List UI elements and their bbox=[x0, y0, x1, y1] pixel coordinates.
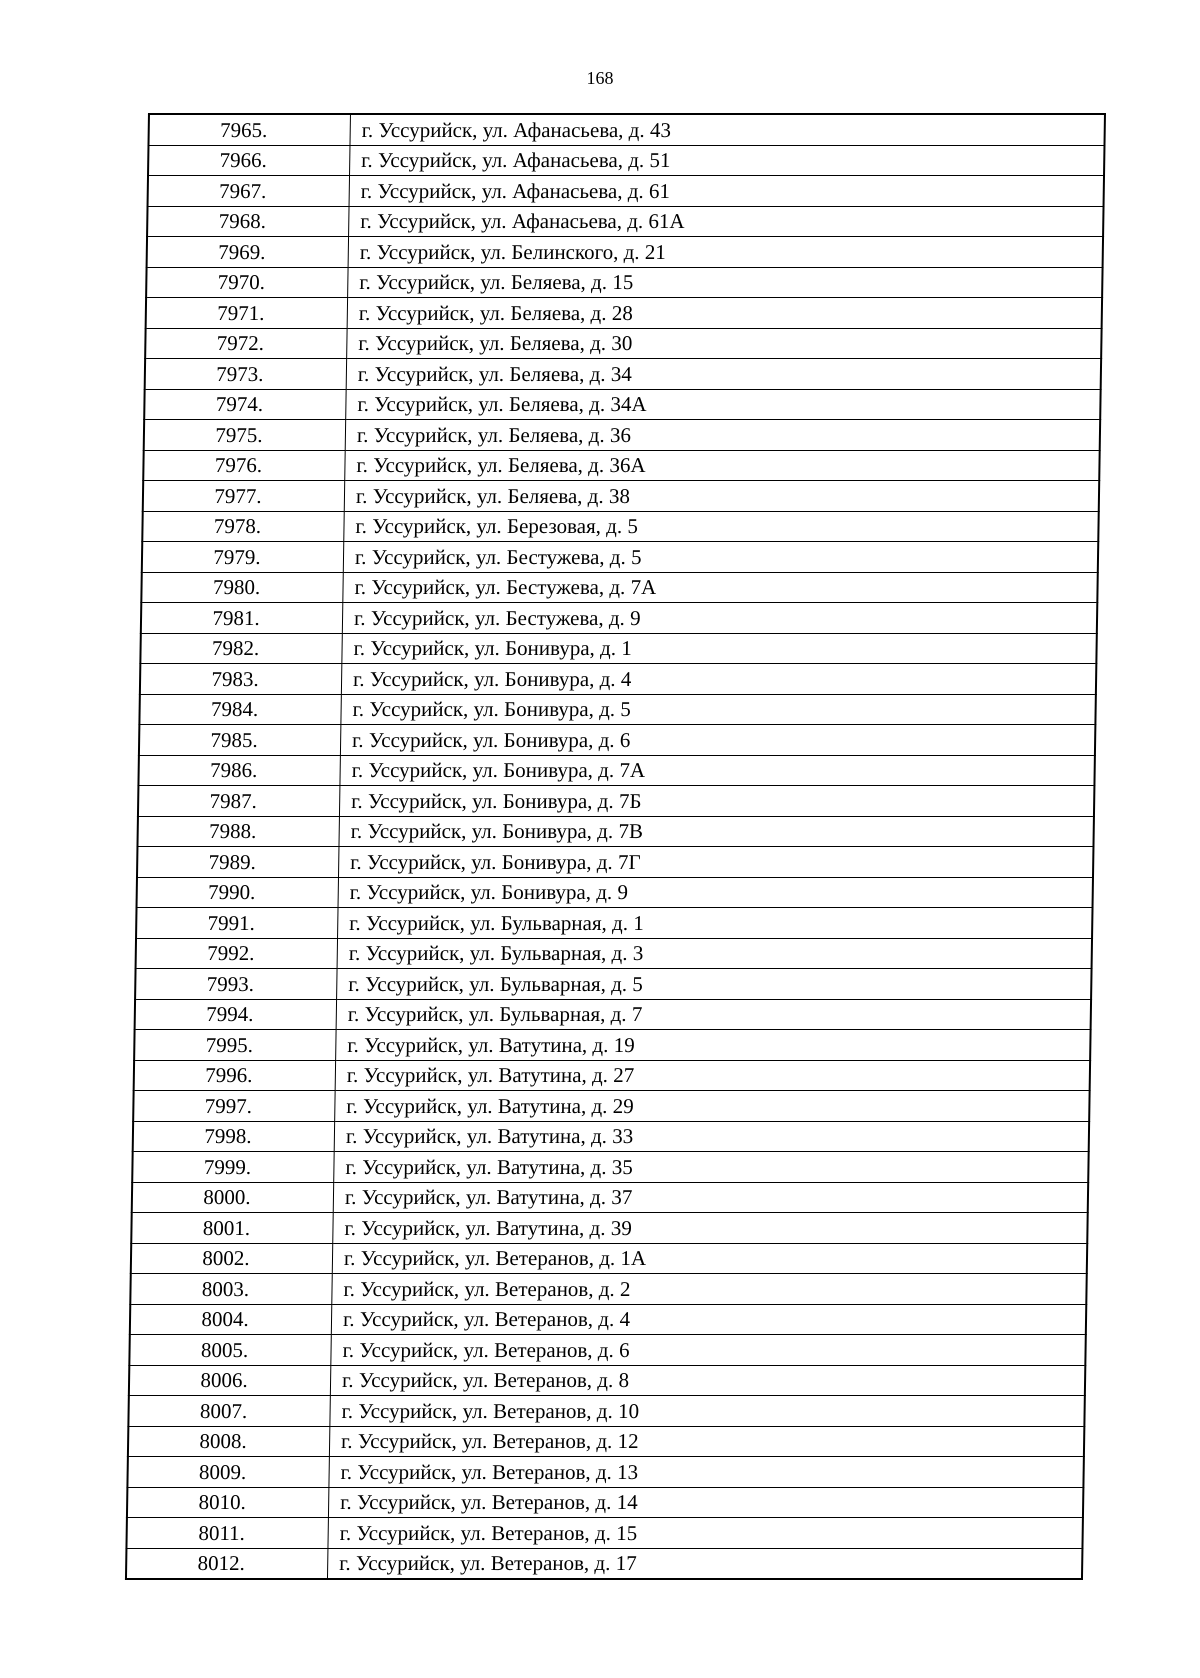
row-address: г. Уссурийск, ул. Березовая, д. 5 bbox=[344, 511, 1099, 542]
row-number: 7986. bbox=[138, 755, 340, 786]
table-row bbox=[131, 1243, 1087, 1274]
row-number: 7988. bbox=[137, 816, 339, 847]
table-row bbox=[144, 389, 1100, 420]
table-row bbox=[141, 603, 1097, 634]
row-number: 7976. bbox=[143, 450, 345, 481]
row-address: г. Уссурийск, ул. Ветеранов, д. 6 bbox=[331, 1335, 1086, 1366]
row-number: 7977. bbox=[143, 481, 345, 512]
table-row bbox=[143, 481, 1099, 512]
row-address: г. Уссурийск, ул. Ватутина, д. 19 bbox=[336, 1030, 1091, 1061]
table-row bbox=[139, 694, 1095, 725]
row-address: г. Уссурийск, ул. Белинского, д. 21 bbox=[348, 237, 1103, 268]
row-number: 7993. bbox=[135, 969, 337, 1000]
row-number: 8000. bbox=[132, 1182, 334, 1213]
row-address: г. Уссурийск, ул. Ватутина, д. 29 bbox=[335, 1091, 1090, 1122]
table-row bbox=[138, 786, 1094, 817]
row-address: г. Уссурийск, ул. Ветеранов, д. 10 bbox=[330, 1396, 1085, 1427]
row-address: г. Уссурийск, ул. Бонивура, д. 7Г bbox=[338, 847, 1093, 878]
row-address: г. Уссурийск, ул. Ватутина, д. 35 bbox=[334, 1152, 1089, 1183]
table-row bbox=[148, 114, 1104, 145]
table-row bbox=[146, 267, 1102, 298]
row-number: 7965. bbox=[148, 114, 350, 145]
row-number: 7994. bbox=[135, 999, 337, 1030]
table-row bbox=[148, 145, 1104, 176]
row-address: г. Уссурийск, ул. Ветеранов, д. 17 bbox=[327, 1548, 1082, 1579]
table-row bbox=[137, 877, 1093, 908]
table-row bbox=[130, 1304, 1086, 1335]
row-address: г. Уссурийск, ул. Беляева, д. 34А bbox=[346, 389, 1101, 420]
row-number: 7989. bbox=[137, 847, 339, 878]
row-number: 7969. bbox=[147, 237, 349, 268]
row-address: г. Уссурийск, ул. Ветеранов, д. 15 bbox=[328, 1518, 1083, 1549]
row-number: 7981. bbox=[141, 603, 343, 634]
row-number: 7983. bbox=[140, 664, 342, 695]
table-row bbox=[132, 1152, 1088, 1183]
table-row bbox=[134, 1060, 1090, 1091]
table-row bbox=[126, 1548, 1082, 1579]
row-number: 7987. bbox=[138, 786, 340, 817]
row-address: г. Уссурийск, ул. Ветеранов, д. 1А bbox=[332, 1243, 1087, 1274]
row-number: 7992. bbox=[136, 938, 338, 969]
row-address: г. Уссурийск, ул. Афанасьева, д. 61А bbox=[349, 206, 1104, 237]
row-number: 7982. bbox=[140, 633, 342, 664]
row-number: 8006. bbox=[129, 1365, 331, 1396]
row-address: г. Уссурийск, ул. Бульварная, д. 3 bbox=[337, 938, 1092, 969]
table-row bbox=[148, 176, 1104, 207]
row-address: г. Уссурийск, ул. Беляева, д. 15 bbox=[348, 267, 1103, 298]
row-address: г. Уссурийск, ул. Бестужева, д. 5 bbox=[343, 542, 1098, 573]
row-address: г. Уссурийск, ул. Беляева, д. 30 bbox=[347, 328, 1102, 359]
row-address: г. Уссурийск, ул. Ветеранов, д. 14 bbox=[328, 1487, 1083, 1518]
row-address: г. Уссурийск, ул. Бонивура, д. 4 bbox=[341, 664, 1096, 695]
row-address: г. Уссурийск, ул. Афанасьева, д. 43 bbox=[350, 114, 1105, 145]
table-row bbox=[145, 328, 1101, 359]
row-address: г. Уссурийск, ул. Бонивура, д. 6 bbox=[340, 725, 1095, 756]
table-row bbox=[130, 1274, 1086, 1305]
row-address: г. Уссурийск, ул. Бестужева, д. 9 bbox=[342, 603, 1097, 634]
row-address: г. Уссурийск, ул. Бонивура, д. 7А bbox=[340, 755, 1095, 786]
row-number: 7974. bbox=[144, 389, 346, 420]
row-number: 7975. bbox=[144, 420, 346, 451]
table-row bbox=[128, 1426, 1084, 1457]
table-row bbox=[132, 1182, 1088, 1213]
table-row bbox=[140, 633, 1096, 664]
row-number: 7995. bbox=[134, 1030, 336, 1061]
row-number: 7980. bbox=[141, 572, 343, 603]
address-table bbox=[125, 113, 1106, 1580]
row-address: г. Уссурийск, ул. Беляева, д. 34 bbox=[346, 359, 1101, 390]
table-row bbox=[141, 572, 1097, 603]
table-row bbox=[135, 999, 1091, 1030]
table-row bbox=[131, 1213, 1087, 1244]
table-row bbox=[138, 755, 1094, 786]
row-number: 8007. bbox=[128, 1396, 330, 1427]
table-row bbox=[133, 1091, 1089, 1122]
row-address: г. Уссурийск, ул. Беляева, д. 36А bbox=[345, 450, 1100, 481]
table-row bbox=[129, 1335, 1085, 1366]
table-row bbox=[140, 664, 1096, 695]
table-row bbox=[133, 1121, 1089, 1152]
row-address: г. Уссурийск, ул. Бульварная, д. 1 bbox=[338, 908, 1093, 939]
row-number: 8009. bbox=[127, 1457, 329, 1488]
row-number: 7979. bbox=[142, 542, 344, 573]
row-address: г. Уссурийск, ул. Бонивура, д. 1 bbox=[342, 633, 1097, 664]
row-address: г. Уссурийск, ул. Беляева, д. 28 bbox=[347, 298, 1102, 329]
address-table-body bbox=[126, 114, 1105, 1579]
row-number: 7970. bbox=[146, 267, 348, 298]
row-address: г. Уссурийск, ул. Бонивура, д. 5 bbox=[341, 694, 1096, 725]
table-row bbox=[136, 908, 1092, 939]
row-address: г. Уссурийск, ул. Ватутина, д. 37 bbox=[333, 1182, 1088, 1213]
row-number: 7984. bbox=[139, 694, 341, 725]
row-address: г. Уссурийск, ул. Бульварная, д. 5 bbox=[337, 969, 1092, 1000]
row-address: г. Уссурийск, ул. Ветеранов, д. 4 bbox=[331, 1304, 1086, 1335]
row-address: г. Уссурийск, ул. Ветеранов, д. 8 bbox=[330, 1365, 1085, 1396]
row-number: 7973. bbox=[145, 359, 347, 390]
row-address: г. Уссурийск, ул. Бонивура, д. 9 bbox=[338, 877, 1093, 908]
table-row bbox=[139, 725, 1095, 756]
table-row bbox=[147, 206, 1103, 237]
table-row bbox=[143, 450, 1099, 481]
row-number: 7998. bbox=[133, 1121, 335, 1152]
row-address: г. Уссурийск, ул. Ветеранов, д. 12 bbox=[329, 1426, 1084, 1457]
row-address: г. Уссурийск, ул. Беляева, д. 36 bbox=[345, 420, 1100, 451]
table-row bbox=[126, 1518, 1082, 1549]
row-number: 7985. bbox=[139, 725, 341, 756]
row-number: 7990. bbox=[137, 877, 339, 908]
row-number: 8003. bbox=[130, 1274, 332, 1305]
row-address: г. Уссурийск, ул. Ветеранов, д. 2 bbox=[332, 1274, 1087, 1305]
row-number: 8012. bbox=[126, 1548, 328, 1579]
table-row bbox=[142, 511, 1098, 542]
row-number: 8008. bbox=[128, 1426, 330, 1457]
row-number: 8001. bbox=[131, 1213, 333, 1244]
table-row bbox=[137, 816, 1093, 847]
table-row bbox=[145, 359, 1101, 390]
row-address: г. Уссурийск, ул. Афанасьева, д. 61 bbox=[349, 176, 1104, 207]
row-number: 8010. bbox=[127, 1487, 329, 1518]
row-address: г. Уссурийск, ул. Бонивура, д. 7В bbox=[339, 816, 1094, 847]
row-number: 7996. bbox=[134, 1060, 336, 1091]
row-address: г. Уссурийск, ул. Бонивура, д. 7Б bbox=[339, 786, 1094, 817]
row-address: г. Уссурийск, ул. Бестужева, д. 7А bbox=[343, 572, 1098, 603]
row-number: 8005. bbox=[129, 1335, 331, 1366]
row-number: 7978. bbox=[142, 511, 344, 542]
table-row bbox=[134, 1030, 1090, 1061]
table-row bbox=[128, 1396, 1084, 1427]
table-row bbox=[129, 1365, 1085, 1396]
table-row bbox=[146, 298, 1102, 329]
row-address: г. Уссурийск, ул. Ватутина, д. 27 bbox=[335, 1060, 1090, 1091]
row-address: г. Уссурийск, ул. Ватутина, д. 33 bbox=[334, 1121, 1089, 1152]
row-number: 7966. bbox=[148, 145, 350, 176]
row-number: 7967. bbox=[148, 176, 350, 207]
table-row bbox=[137, 847, 1093, 878]
row-number: 8011. bbox=[126, 1518, 328, 1549]
row-number: 7991. bbox=[136, 908, 338, 939]
row-number: 8002. bbox=[131, 1243, 333, 1274]
page-number: 168 bbox=[586, 68, 614, 88]
table-row bbox=[142, 542, 1098, 573]
row-address: г. Уссурийск, ул. Ветеранов, д. 13 bbox=[329, 1457, 1084, 1488]
row-address: г. Уссурийск, ул. Афанасьева, д. 51 bbox=[350, 145, 1105, 176]
table-row bbox=[127, 1487, 1083, 1518]
table-row bbox=[136, 938, 1092, 969]
table-row bbox=[135, 969, 1091, 1000]
table-row bbox=[147, 237, 1103, 268]
row-address: г. Уссурийск, ул. Бульварная, д. 7 bbox=[336, 999, 1091, 1030]
row-number: 7968. bbox=[147, 206, 349, 237]
row-address: г. Уссурийск, ул. Беляева, д. 38 bbox=[344, 481, 1099, 512]
row-number: 7997. bbox=[133, 1091, 335, 1122]
row-number: 8004. bbox=[130, 1304, 332, 1335]
table-row bbox=[144, 420, 1100, 451]
table-row bbox=[127, 1457, 1083, 1488]
row-number: 7971. bbox=[146, 298, 348, 329]
row-number: 7999. bbox=[132, 1152, 334, 1183]
row-number: 7972. bbox=[145, 328, 347, 359]
row-address: г. Уссурийск, ул. Ватутина, д. 39 bbox=[333, 1213, 1088, 1244]
